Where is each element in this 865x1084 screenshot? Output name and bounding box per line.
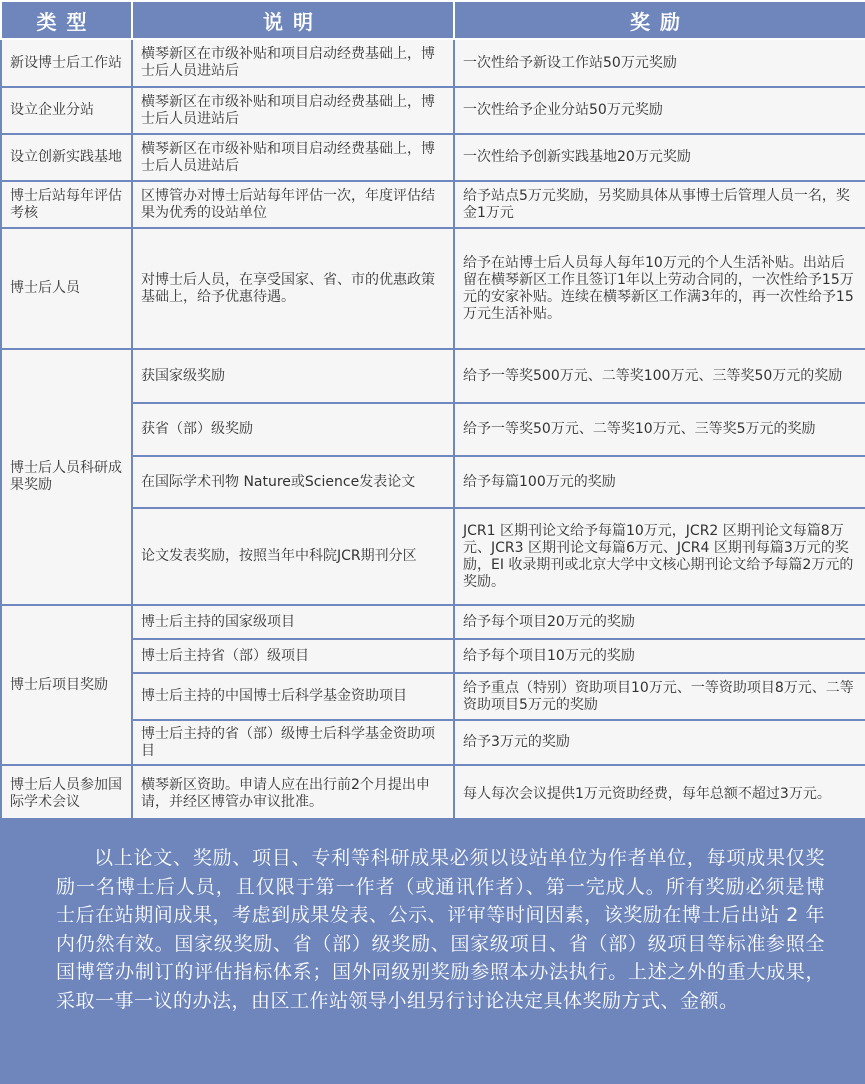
table-row — [1, 605, 865, 639]
row-type: 博士后人员参加国际学术会议 — [1, 765, 132, 823]
row-award: 给予每个项目10万元的奖励 — [454, 639, 865, 673]
row-award: 给予在站博士后人员每人每年10万元的个人生活补贴。出站后留在横琴新区工作且签订1年以上劳动合同的，一次性给予15万元的安家补贴。连续在横琴新区工作满3年的，再一次性给予15万元生活补贴。 — [454, 228, 865, 349]
row-desc: 在国际学术刊物 Nature或Science发表论文 — [132, 456, 454, 508]
row-type: 博士后人员科研成果奖励 — [1, 349, 132, 605]
table-row — [1, 39, 865, 87]
row-award: 每人每次会议提供1万元资助经费，每年总额不超过3万元。 — [454, 765, 865, 823]
row-type: 设立企业分站 — [1, 87, 132, 134]
row-desc: 获省（部）级奖励 — [132, 403, 454, 456]
table-row — [1, 765, 865, 823]
row-award: 一次性给予创新实践基地20万元奖励 — [454, 134, 865, 181]
row-desc: 横琴新区资助。申请人应在出行前2个月提出申请，并经区博管办审议批准。 — [132, 765, 454, 823]
row-award: 给予每个项目20万元的奖励 — [454, 605, 865, 639]
row-desc: 横琴新区在市级补贴和项目启动经费基础上，博士后人员进站后 — [132, 39, 454, 87]
row-award: 给予一等奖500万元、二等奖100万元、三等奖50万元的奖励 — [454, 349, 865, 403]
row-award: 给予每篇100万元的奖励 — [454, 456, 865, 508]
row-desc: 博士后主持的国家级项目 — [132, 605, 454, 639]
row-award: 给予重点（特别）资助项目10万元、一等资助项目8万元、二等资助项目5万元的奖励 — [454, 673, 865, 720]
row-type: 博士后站每年评估考核 — [1, 181, 132, 228]
row-award: 一次性给予新设工作站50万元奖励 — [454, 39, 865, 87]
row-desc: 获国家级奖励 — [132, 349, 454, 403]
row-type: 博士后项目奖励 — [1, 605, 132, 765]
table-row — [1, 134, 865, 181]
row-desc: 横琴新区在市级补贴和项目启动经费基础上，博士后人员进站后 — [132, 134, 454, 181]
row-desc: 区博管办对博士后站每年评估一次，年度评估结果为优秀的设站单位 — [132, 181, 454, 228]
row-desc: 博士后主持省（部）级项目 — [132, 639, 454, 673]
table-header — [1, 1, 865, 39]
table-row — [1, 87, 865, 134]
row-type: 博士后人员 — [1, 228, 132, 349]
row-desc: 横琴新区在市级补贴和项目启动经费基础上，博士后人员进站后 — [132, 87, 454, 134]
table-row — [1, 228, 865, 349]
row-type: 设立创新实践基地 — [1, 134, 132, 181]
row-desc: 博士后主持的省（部）级博士后科学基金资助项目 — [132, 720, 454, 765]
row-award: JCR1 区期刊论文给予每篇10万元，JCR2 区期刊论文每篇8万元、JCR3 区期刊论文每篇6万元、JCR4 区期刊每篇3万元的奖励，EI 收录期刊或北京大学中文核心期刊论文给予每篇2万元的奖励。 — [454, 508, 865, 605]
row-desc: 论文发表奖励，按照当年中科院JCR期刊分区 — [132, 508, 454, 605]
row-award: 给予站点5万元奖励，另奖励具体从事博士后管理人员一名，奖金1万元 — [454, 181, 865, 228]
footer-note: 以上论文、奖励、项目、专利等科研成果必须以设站单位为作者单位，每项成果仅奖励一名博士后人员，且仅限于第一作者（或通讯作者）、第一完成人。所有奖励必须是博士后在站期间成果，考虑到成果发表、公示、评审等时间因素，该奖励在博士后出站 2 年内仍然有效。国家级奖励、省（部）级奖励、国家级项目、省（部）级项目等标准参照全国博管办制订的评估指标体系；国外同级别奖励参照本办法执行。上述之外的重大成果，采取一事一议的办法，由区工作站领导小组另行讨论决定具体奖励方式、金额。 — [0, 818, 865, 1084]
row-award: 给予3万元的奖励 — [454, 720, 865, 765]
header-type: 类型 — [1, 1, 132, 39]
row-type: 新设博士后工作站 — [1, 39, 132, 87]
header-desc: 说明 — [132, 1, 454, 39]
row-award: 给予一等奖50万元、二等奖10万元、三等奖5万元的奖励 — [454, 403, 865, 456]
row-desc: 博士后主持的中国博士后科学基金资助项目 — [132, 673, 454, 720]
table-row — [1, 181, 865, 228]
row-desc: 对博士后人员，在享受国家、省、市的优惠政策基础上，给予优惠待遇。 — [132, 228, 454, 349]
row-award: 一次性给予企业分站50万元奖励 — [454, 87, 865, 134]
header-award: 奖励 — [454, 1, 865, 39]
table-row — [1, 349, 865, 403]
